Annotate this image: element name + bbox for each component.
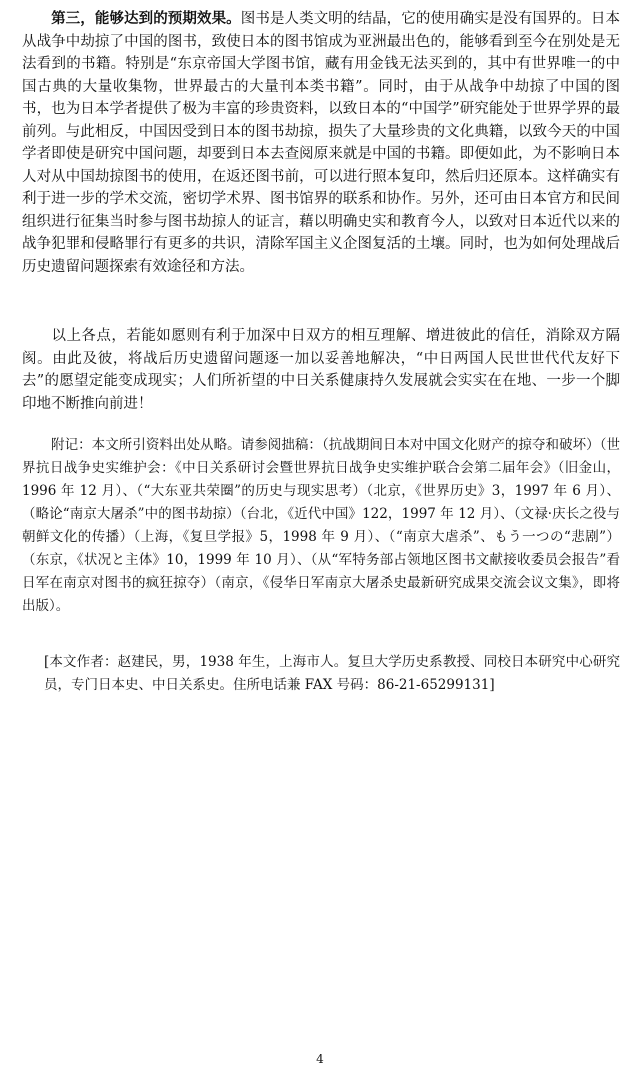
paragraph-body: [本文作者：赵建民，男，1938 年生，上海市人。复旦大学历史系教授、同校日本研究中心研究员，专门日本史、中日关系史。住所电话兼 FAX 号码：86-21-65299131] xyxy=(44,654,620,693)
paragraph-body: 图书是人类文明的结晶，它的使用确实是没有国界的。日本从战争中劫掠了中国的图书，致使日本的图书馆成为亚洲最出色的，能够看到至今在别处是无法看到的书籍。特别是“东京帝国大学图书馆，藏有用金钱无法买到的，其中有世界唯一的中国古典的大量收集物，世界最古的大量刊本类书籍”。同时，由于从战争中劫掠了中国的图书，也为日本学者提供了极为丰富的珍贵资料，以致日本的“中国学”研究能处于世界学界的最前列。与此相反，中国因受到日本的图书劫掠，损失了大量珍贵的文化典籍，以致今天的中国学者即使是研究中国问题，却要到日本去查阅原来就是中国的书籍。即便如此，为不影响日本人对从中国劫掠图书的使用，在返还图书前，可以进行照本复印，然后归还原本。这样确实有利于进一步的学术交流，密切学术界、图书馆界的联系和协作。另外，还可由日本官方和民间组织进行征集当时参与图书劫掠人的证言，藉以明确史实和教育今人，以致对日本近代以来的战争犯罪和侵略罪行有更多的共识，清除军国主义企图复活的土壤。同时，也为如何处理战后历史遗留问题探索有效途径和方法。 xyxy=(22,11,621,275)
paragraph-body: 以上各点，若能如愿则有利于加深中日双方的相互理解、增进彼此的信任，消除双方隔阂。由此及彼，将战后历史遗留问题逐一加以妥善地解决，“中日两国人民世世代代友好下去”的愿望定能变成现实；人们所祈望的中日关系健康持久发展就会实实在在地、一步一个脚印地不断推向前进！ xyxy=(22,328,620,412)
paragraph-conclusion xyxy=(22,325,620,415)
author-info xyxy=(44,651,620,697)
paragraph-lead-heading: 第三，能够达到的预期效果。 xyxy=(51,10,241,27)
paragraph-body: 附记：本文所引资料出处从略。请参阅拙稿：（抗战期间日本对中国文化财产的掠夺和破坏）（世界抗日战争史实维护会：《中日关系研讨会暨世界抗日战争史实维护联合会第二届年会》（旧金山，1996 年 12 月）、（“大东亚共荣圈”的历史与现实思考）（北京，《世界历史》3，1997 年 6 月）、（略论“南京大屠杀”中的图书劫掠）（台北，《近代中国》122，1997 年 12 月）、（文禄·庆长之役与朝鲜文化的传播）（上海，《复旦学报》5，1998 年 9 月）、（“南京大虐杀”、もう一つの“悲剧”）（东京，《状况と主体》10，1999 年 10 月）、（从“军特务部占领地区图书文献接收委员会报告”看日军在南京对图书的疯狂掠夺）（南京，《侵华日军南京大屠杀史最新研究成果交流会议文集》，即将出版）。 xyxy=(22,437,620,614)
page-number: 4 xyxy=(316,1052,324,1066)
paragraph-expected-effects xyxy=(22,8,620,278)
paragraph-appendix-note xyxy=(22,434,620,618)
